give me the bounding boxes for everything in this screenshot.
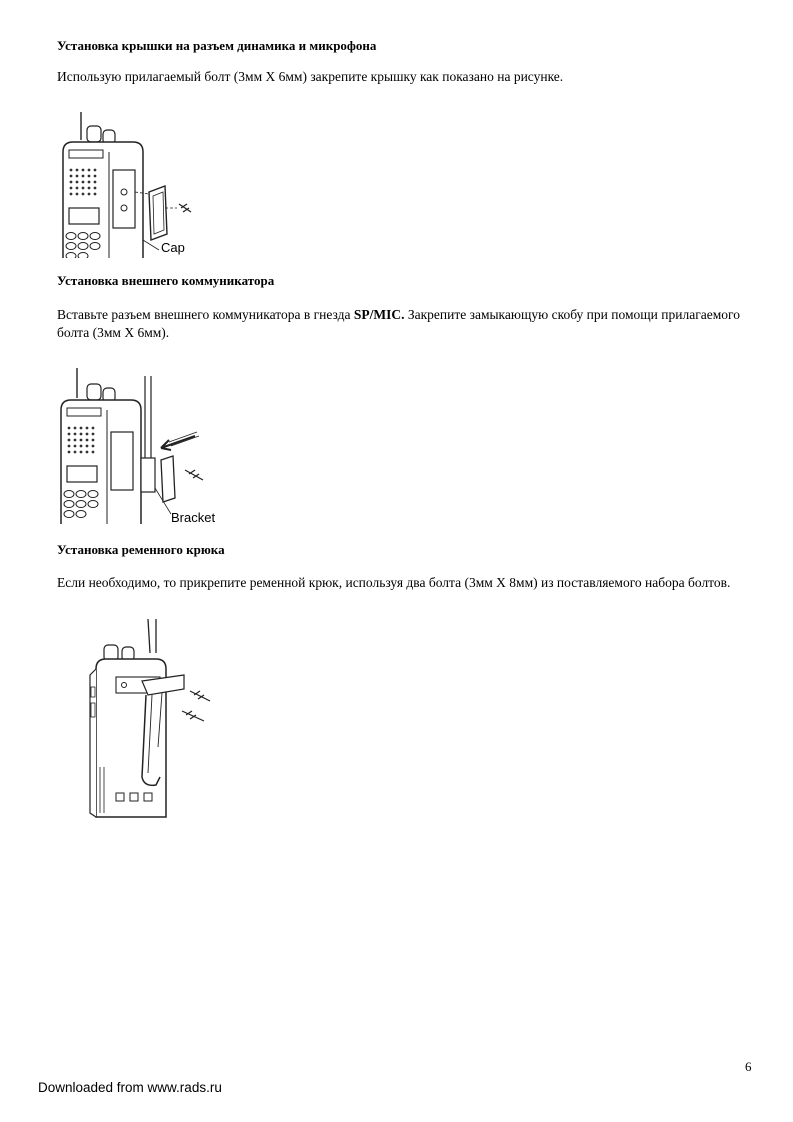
section-heading-cap: Установка крышки на разъем динамика и микрофона <box>57 38 377 53</box>
bracket-label: Bracket <box>171 510 216 525</box>
cap-installation-figure <box>57 112 207 258</box>
page-number: 6 <box>745 1059 752 1074</box>
body-text-part: Закрепите замыкающую скобу при помощи прилагаемого болта (3мм X 6мм). <box>57 307 740 340</box>
bracket-installation-figure <box>57 368 222 524</box>
belt-hook-installation-figure <box>86 617 232 841</box>
section-heading-communicator: Установка внешнего коммуникатора <box>57 273 275 288</box>
section-body-cap: Использую прилагаемый болт (3мм X 6мм) закрепите крышку как показано на рисунке. <box>57 69 564 84</box>
body-text-part: Вставьте разъем внешнего коммуникатора в гнезда <box>57 307 354 322</box>
section-body-belt-hook: Если необходимо, то прикрепите ременной крюк, используя два болта (3мм X 8мм) из поставляемого набора болтов. <box>57 575 731 590</box>
footer-download-note: Downloaded from www.rads.ru <box>38 1080 222 1095</box>
cap-label: Cap <box>161 240 185 255</box>
section-body-communicator <box>57 306 747 342</box>
section-heading-belt-hook: Установка ременного крюка <box>57 542 225 557</box>
sp-mic-bold: SP/MIC. <box>353 307 405 322</box>
